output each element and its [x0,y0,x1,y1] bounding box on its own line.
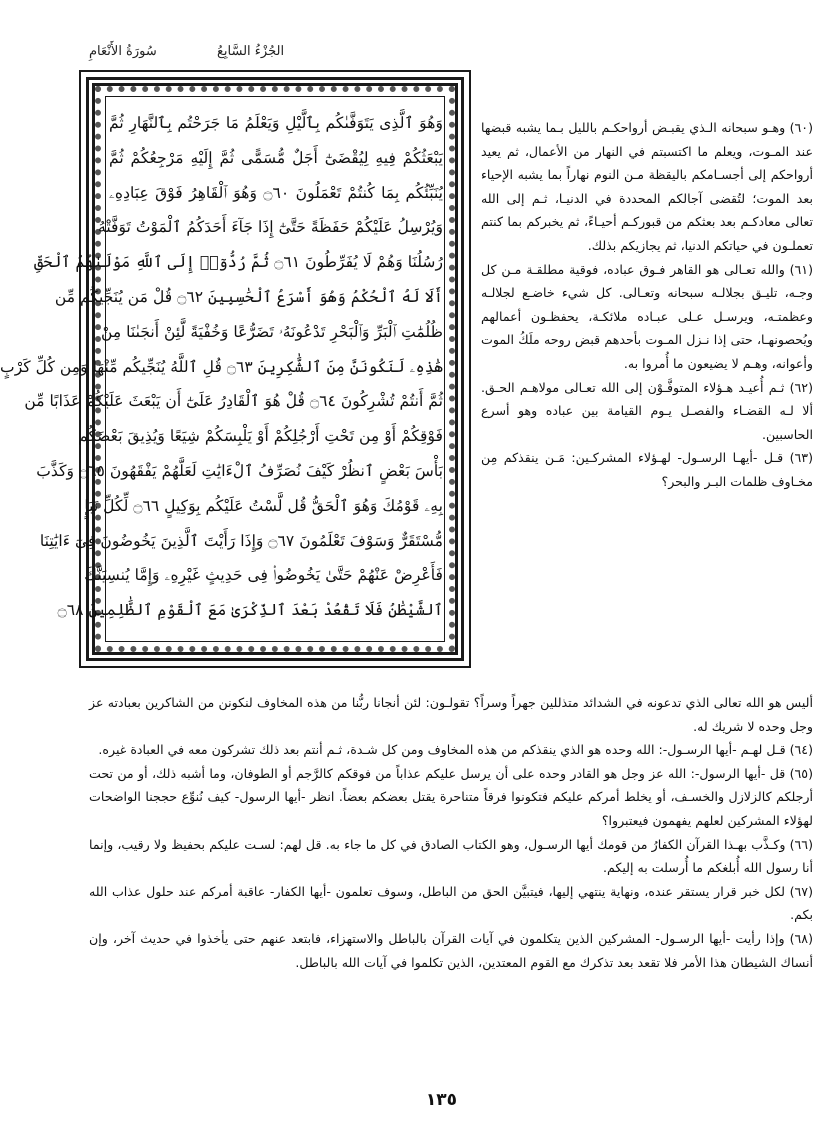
tafsir-paragraph-65: (٦٥) قل -أيها الرسول-: الله عز وجل هو القادر وحده على أن يرسل عليكم عذاباً من فوقكم كالرَّجم أو الطوفان، وما أشبه ذلك، أو من تحت أرجلكم كالزلازل والخسـف، أو يخلط أمركم عليكم فتكونوا فرقاً متناحرة يقتل بعضكم بعضاً. انظر -أيها الرسول- كيف نُنوِّع حججنا الواضحات لهؤلاء المشركين لعلهم يفهمون فيعتبروا؟ [89,765,813,828]
quran-line-3: يُنَبِّئُكُم بِمَا كُنتُمْ تَعْمَلُونَ ۝٦٠ وَهُوَ ٱلْقَاهِرُ فَوْقَ عِبَادِهِۦ [109,183,443,202]
tafsir-paragraph-64: (٦٤) قـل لهـم -أيها الرسـول-: الله وحده هو الذي ينقذكم من هذه المخاوف ومن كل شـدة، ثـم أنتم بعد ذلك تشركون معه في العبادة غيره. [98,742,813,758]
quran-line-2: يَبْعَثُكُمْ فِيهِ لِيُقْضَىٰٓ أَجَلٌ مُّسَمًّى ثُمَّ إِلَيْهِ مَرْجِعُكُمْ ثُمَّ [109,148,443,167]
quran-line-9: ثُمَّ أَنتُمْ تُشْرِكُونَ ۝٦٤ قُلْ هُوَ ٱلْقَادِرُ عَلَىٰٓ أَن يَبْعَثَ عَلَيْكُمْ عَذَابًا مِّن [24,392,443,411]
quran-line-10: فَوْقِكُمْ أَوْ مِن تَحْتِ أَرْجُلِكُمْ أَوْ يَلْبِسَكُمْ شِيَعًا وَيُذِيقَ بَعْضَكُم [78,427,443,446]
tafsir-paragraph-67: (٦٧) لكل خبر قرار يستقر عنده، ونهاية ينتهي إليها، فيتبيَّن الحق من الباطل، وسوف تعلمون -أيها الكفار- عاقبة أمركم عند حلول عذاب الله بكم. [89,883,813,923]
tafsir-paragraph-66: (٦٦) وكـذَّب بهـذا القرآن الكفارُ من قومك أيها الرسـول، وهو الكتاب الصادق في كل ما جاء به. قل لهم: لسـت عليكم بحفيظ ولا رقيب، وإنما أنا رسول الله أُبلغكم ما أُرسلت به إليكم. [89,836,813,876]
quran-line-5: رُسُلُنَا وَهُمْ لَا يُفَرِّطُونَ ۝٦١ ثُمَّ رُدُّوٓا۟ إِلَى ٱللَّهِ مَوْلَىٰهُمُ ٱلْحَقِّ [33,253,443,272]
quran-line-7: ظُلُمَٰتِ ٱلْبَرِّ وَٱلْبَحْرِ تَدْعُونَهُۥ تَضَرُّعًا وَخُفْيَةً لَّئِنْ أَنجَىٰنَا مِنْ [101,322,443,341]
page-number: ١٣٥ [425,1090,458,1110]
quran-line-13: مُّسْتَقَرٌّ وَسَوْفَ تَعْلَمُونَ ۝٦٧ وَإِذَا رَأَيْتَ ٱلَّذِينَ يَخُوضُونَ فِىٓ ءَايَٰتِنَا [39,531,443,550]
tafsir-paragraph-60: (٦٠) وهـو سبحانه الـذي يقبـض أرواحكـم بالليل بـما يشبه قبضها عند المـوت، ويعلم ما اكتسبتم في النهار من الأعمال، ثم يعيد أرواحكم إلى أجسـامكم باليقظة مـن النوم نهاراً بما يشبه الإحياء بعد الموت؛ لتُقضى آجالكم المحددة في الدنيـا، ثـم إلى الله تعالى معادكـم بعد بعثكم من قبوركـم أحيـاءً، ثم يخبركم بما كنتم تعملـون في حياتكم الدنيا، ثم يجازيكم بذلك. [481,120,813,253]
quran-line-11: بَأْسَ بَعْضٍ ٱنظُرْ كَيْفَ نُصَرِّفُ ٱلْءَايَٰتِ لَعَلَّهُمْ يَفْقَهُونَ ۝٦٥ وَكَذَّبَ [36,461,443,480]
quran-line-1: وَهُوَ ٱلَّذِى يَتَوَفَّىٰكُم بِٱلَّيْلِ وَيَعْلَمُ مَا جَرَحْتُم بِٱلنَّهَارِ ثُمَّ [109,114,443,132]
tafsir-paragraph-61: (٦١) والله تعـالى هو القاهر فـوق عباده، فوقية مطلقـة مـن كل وجـه، تليـق بجلالـه سبحانه وتعـالى. كل شيء خاضـع لجلالـه وعظمتـه، ويرسـل عـلى عبـاده ملائكـة، يحفظـون أعمالهم ويُحصونهـا، حتى إذا نـزل المـوت بأحدهم قبض روحه ملَكُ الموت وأعوانه، وهـم لا يضيعون ما أُمروا به. [481,261,813,371]
juz-header: الجُزْءُ السَّابِعُ [217,44,285,59]
quran-line-8: هَٰذِهِۦ لَنَكُونَنَّ مِنَ ٱلشَّٰكِرِينَ ۝٦٣ قُلِ ٱللَّهُ يُنَجِّيكُم مِّنْهَا وَمِن كُلِّ كَرْبٍ [0,357,443,376]
quran-line-15: ٱلشَّيْطَٰنُ فَلَا تَقْعُدْ بَعْدَ ٱلذِّكْرَىٰ مَعَ ٱلْقَوْمِ ٱلظَّٰلِمِينَ ۝٦٨ [57,601,443,620]
tafsir-paragraph-63: (٦٣) قـل -أيهـا الرسـول- لهـؤلاء المشركـين: مَـن ينقذكم مِن مخـاوف ظلمات البـر والبحر؟ [481,450,813,489]
surah-name-header: سُورَةُ الأَنْعَامِ [89,44,157,59]
tafsir-full-width [89,691,813,974]
quran-line-14: فَأَعْرِضْ عَنْهُمْ حَتَّىٰ يَخُوضُوا۟ فِى حَدِيثٍ غَيْرِهِۦ وَإِمَّا يُنسِيَنَّكَ [84,566,443,585]
tafsir-paragraph-62: (٦٢) ثـم أُعيـد هـؤلاء المتوفَّـوْن إلى الله تعـالى مولاهـم الحـق. ألا لـه القضـاء والفصـل يـوم القيامة بين عباده وهو أسرع الحاسبين. [481,379,813,442]
quran-line-12: بِهِۦ قَوْمُكَ وَهُوَ ٱلْحَقُّ قُل لَّسْتُ عَلَيْكُم بِوَكِيلٍ ۝٦٦ لِّكُلِّ نَبَإٍ [84,496,443,515]
tafsir-paragraph-63-cont: أليس هو الله تعالى الذي تدعونه في الشدائد متذللين جهراً وسراً؟ تقولـون: لئن أنجانا ربُّنا من هذه المخاوف لنكونن من الشاكرين بعبادته عز وجل وحده لا شريك له. [89,695,813,734]
quran-line-4: وَيُرْسِلُ عَلَيْكُمْ حَفَظَةً حَتَّىٰٓ إِذَا جَآءَ أَحَدَكُمُ ٱلْمَوْتُ تَوَفَّتْهُ [97,218,443,237]
tafsir-paragraph-68: (٦٨) وإذا رأيت -أيها الرسـول- المشركين الذين يتكلمون في آيات القرآن بالباطل والاستهزاء، فابتعد عنهم حتى يأخذوا في حديث آخر، وإن أنساك الشيطان هذا الأمر فلا تقعد بعد تذكرك مع القوم المعتدين، الذين تكلموا في آيات الله بالباطل. [89,930,813,970]
quran-text-block [0,106,443,631]
quran-line-6: أَلَا لَهُ ٱلْحُكْمُ وَهُوَ أَسْرَعُ ٱلْحَٰسِبِينَ ۝٦٢ قُلْ مَن يُنَجِّيكُم مِّن [54,287,443,306]
tafsir-side-column [481,116,813,494]
